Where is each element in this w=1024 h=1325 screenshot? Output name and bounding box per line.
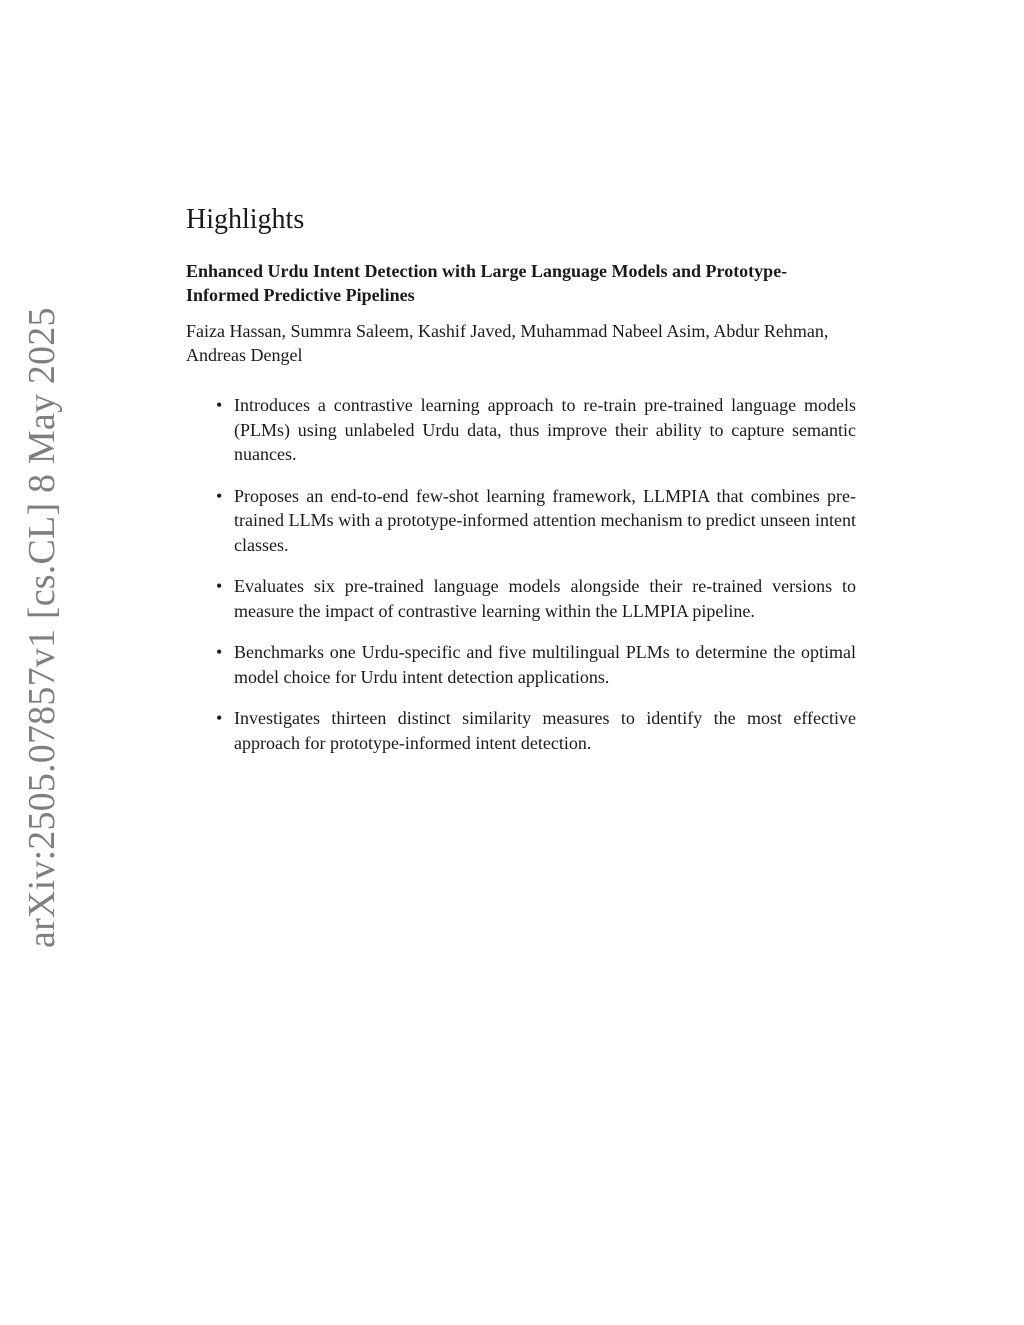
highlight-text: Introduces a contrastive learning approach to re-train pre-trained language models (PLMs) using unlabeled Urdu data, thus improve their ability to capture semantic nuances. (234, 395, 856, 464)
paper-title: Enhanced Urdu Intent Detection with Large Language Models and Prototype-Informed Predictive Pipelines (186, 261, 788, 305)
highlight-item-similarity-measures (186, 706, 856, 755)
page-content (186, 202, 856, 772)
bullet-icon: • (216, 708, 223, 728)
highlight-text: Benchmarks one Urdu-specific and five multilingual PLMs to determine the optimal model choice for Urdu intent detection applications. (234, 642, 856, 687)
bullet-icon: • (216, 485, 223, 506)
author-list: Faiza Hassan, Summra Saleem, Kashif Javed, Muhammad Nabeel Asim, Abdur Rehman, Andreas Dengel (186, 321, 829, 365)
highlight-text: Evaluates six pre-trained language models alongside their re-trained versions to measure the impact of contrastive learning within the LLMPIA pipeline. (234, 576, 856, 621)
bullet-icon: • (216, 576, 223, 596)
highlights-heading: Highlights (186, 204, 305, 235)
bullet-icon: • (216, 395, 223, 415)
highlight-item-contrastive-learning (186, 393, 856, 467)
highlights-list (186, 393, 856, 755)
highlight-item-benchmarks (186, 640, 856, 689)
highlight-item-llmpia-framework (186, 484, 856, 558)
highlight-text: Proposes an end-to-end few-shot learning framework, LLMPIA that combines pre-trained LLMs with a prototype-informed attention mechanism to predict unseen intent classes. (234, 485, 856, 555)
highlight-text: Investigates thirteen distinct similarity measures to identify the most effective approach for prototype-informed intent detection. (234, 708, 856, 753)
highlight-item-model-evaluation (186, 574, 856, 623)
bullet-icon: • (216, 642, 223, 662)
arxiv-identifier-stamp: arXiv:2505.07857v1 [cs.CL] 8 May 2025 (21, 307, 63, 948)
